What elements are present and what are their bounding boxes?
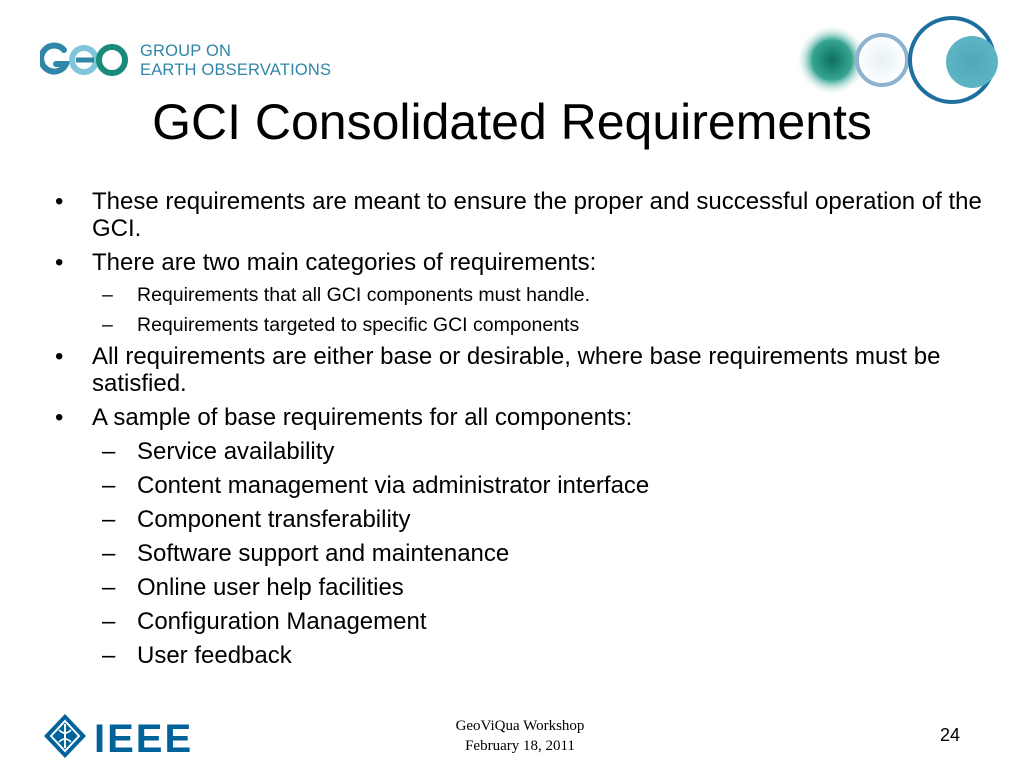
dash-icon: – — [102, 314, 113, 336]
bullet-text: These requirements are meant to ensure the proper and successful operation of the GCI. — [92, 188, 982, 242]
sub-bullet-item — [52, 506, 992, 533]
footer-event — [400, 716, 640, 756]
sub-bullet-text: Software support and maintenance — [137, 540, 510, 567]
bullet-item — [52, 188, 992, 242]
bullet-list — [52, 188, 992, 676]
sub-bullet-text: Configuration Management — [137, 608, 427, 635]
bullet-item — [52, 343, 992, 397]
dash-icon: – — [102, 438, 116, 465]
sub-bullet-text: Requirements that all GCI components must handle. — [137, 284, 591, 306]
bullet-icon: • — [55, 404, 64, 431]
sub-bullet-text: Content management via administrator interface — [137, 472, 650, 499]
bullet-text: All requirements are either base or desirable, where base requirements must be satisfied. — [92, 343, 941, 397]
sub-bullet-text: User feedback — [137, 642, 292, 669]
geo-logo-line1: GROUP ON — [140, 42, 232, 60]
bullet-icon: • — [55, 249, 64, 276]
dash-icon: – — [102, 284, 113, 306]
sub-bullet-item — [52, 283, 992, 307]
ieee-logo — [42, 712, 212, 762]
sub-bullet-item — [52, 472, 992, 499]
bullet-text: There are two main categories of requirements: — [92, 249, 597, 276]
dash-icon: – — [102, 642, 116, 669]
footer-event-name: GeoViQua Workshop — [455, 718, 585, 734]
page-number: 24 — [939, 725, 961, 745]
footer-event-date: February 18, 2011 — [465, 738, 575, 754]
dash-icon: – — [102, 574, 116, 601]
sub-bullet-item — [52, 540, 992, 567]
ieee-logo-text: IEEE — [94, 717, 194, 761]
ieee-diamond-icon — [44, 714, 86, 758]
sub-bullet-item — [52, 642, 992, 669]
bullet-text: A sample of base requirements for all components: — [92, 404, 633, 431]
bullet-item — [52, 404, 992, 431]
sub-bullet-item — [52, 574, 992, 601]
bullet-icon: • — [55, 188, 64, 215]
sub-bullet-text: Online user help facilities — [137, 574, 404, 601]
sub-bullet-text: Component transferability — [137, 506, 411, 533]
sub-bullet-text: Requirements targeted to specific GCI components — [137, 314, 580, 336]
bullet-item — [52, 249, 992, 276]
geo-logo-mark-icon — [40, 40, 132, 80]
geo-logo-line2: EARTH OBSERVATIONS — [140, 61, 332, 79]
sub-bullet-text: Service availability — [137, 438, 335, 465]
dash-icon: – — [102, 472, 116, 499]
dash-icon: – — [102, 608, 116, 635]
sub-bullet-item — [52, 608, 992, 635]
geo-logo — [40, 40, 340, 84]
dash-icon: – — [102, 506, 116, 533]
dash-icon: – — [102, 540, 116, 567]
bullet-icon: • — [55, 343, 64, 370]
sub-bullet-item — [52, 438, 992, 465]
sub-bullet-item — [52, 313, 992, 337]
slide-title: GCI Consolidated Requirements — [152, 94, 872, 150]
